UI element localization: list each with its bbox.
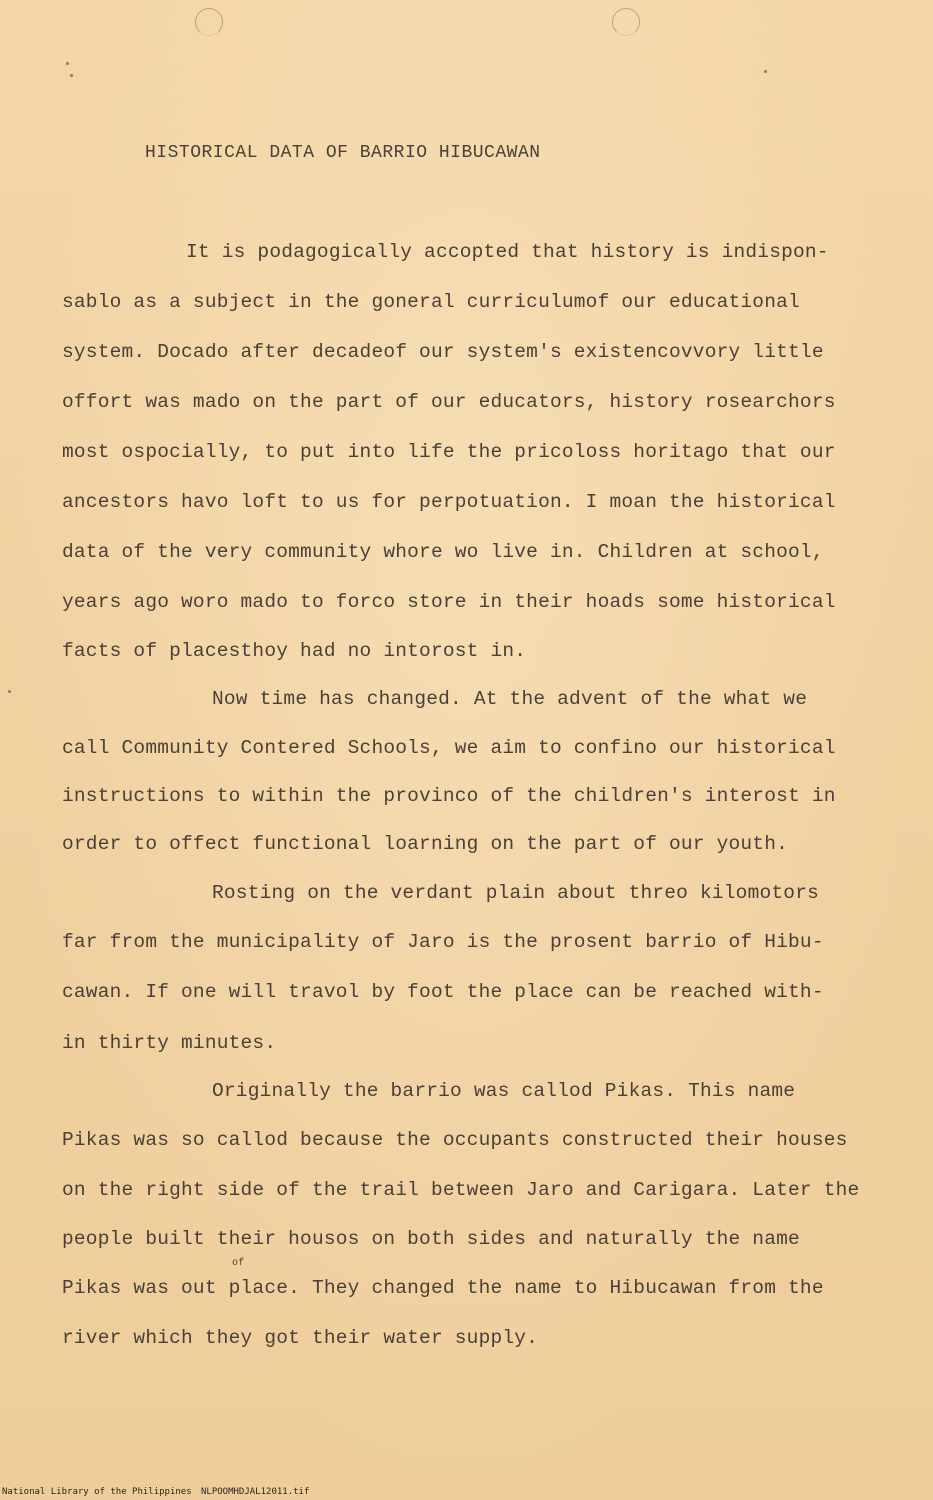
- punch-hole-right: [612, 8, 640, 36]
- text-line: Now time has changed. At the advent of the what we: [212, 688, 808, 710]
- paper-speck: [8, 690, 11, 693]
- handwritten-insertion: of: [232, 1258, 245, 1269]
- text-line: Originally the barrio was callod Pikas. This name: [212, 1080, 796, 1102]
- paper-speck: [66, 62, 69, 65]
- text-line: sablo as a subject in the goneral curriculumof our educational: [62, 291, 800, 313]
- text-line: ancestors havo loft to us for perpotuation. I moan the historical: [62, 491, 836, 513]
- text-line: river which they got their water supply.: [62, 1327, 539, 1349]
- text-line: far from the municipality of Jaro is the prosent barrio of Hibu-: [62, 931, 824, 953]
- text-line: data of the very community whore wo live in. Children at school,: [62, 541, 824, 563]
- text-line: most ospocially, to put into life the pricoloss horitago that our: [62, 441, 836, 463]
- text-line: people built their housos on both sides and naturally the name: [62, 1228, 800, 1250]
- text-line: Pikas was so callod because the occupants constructed their houses: [62, 1129, 848, 1151]
- text-line: facts of placesthoy had no intorost in.: [62, 640, 527, 662]
- document-title: HISTORICAL DATA OF BARRIO HIBUCAWAN: [145, 143, 541, 163]
- paper-speck: [70, 74, 73, 77]
- punch-hole-left: [195, 8, 223, 36]
- text-line: Rosting on the verdant plain about threo kilomotors: [212, 882, 819, 904]
- text-line: call Community Contered Schools, we aim to confino our historical: [62, 737, 836, 759]
- text-line: on the right side of the trail between Jaro and Carigara. Later the: [62, 1179, 860, 1201]
- text-line: instructions to within the provinco of the children's interost in: [62, 785, 836, 807]
- text-line: cawan. If one will travol by foot the place can be reached with-: [62, 981, 824, 1003]
- text-line: years ago woro mado to forco store in their hoads some historical: [62, 591, 836, 613]
- footer-library: National Library of the Philippines: [2, 1487, 192, 1497]
- text-line: order to offect functional loarning on the part of our youth.: [62, 833, 789, 855]
- text-line: Pikas was out place. They changed the name to Hibucawan from the: [62, 1277, 824, 1299]
- text-line: in thirty minutes.: [62, 1032, 277, 1054]
- paper-speck: [764, 70, 767, 73]
- text-line: It is podagogically accopted that history is indispon-: [186, 241, 829, 263]
- text-line: system. Docado after decadeof our system's existencovvory little: [62, 341, 824, 363]
- footer-filename: NLPOOMHDJAL12011.tif: [201, 1487, 310, 1497]
- text-line: offort was mado on the part of our educators, history rosearchors: [62, 391, 836, 413]
